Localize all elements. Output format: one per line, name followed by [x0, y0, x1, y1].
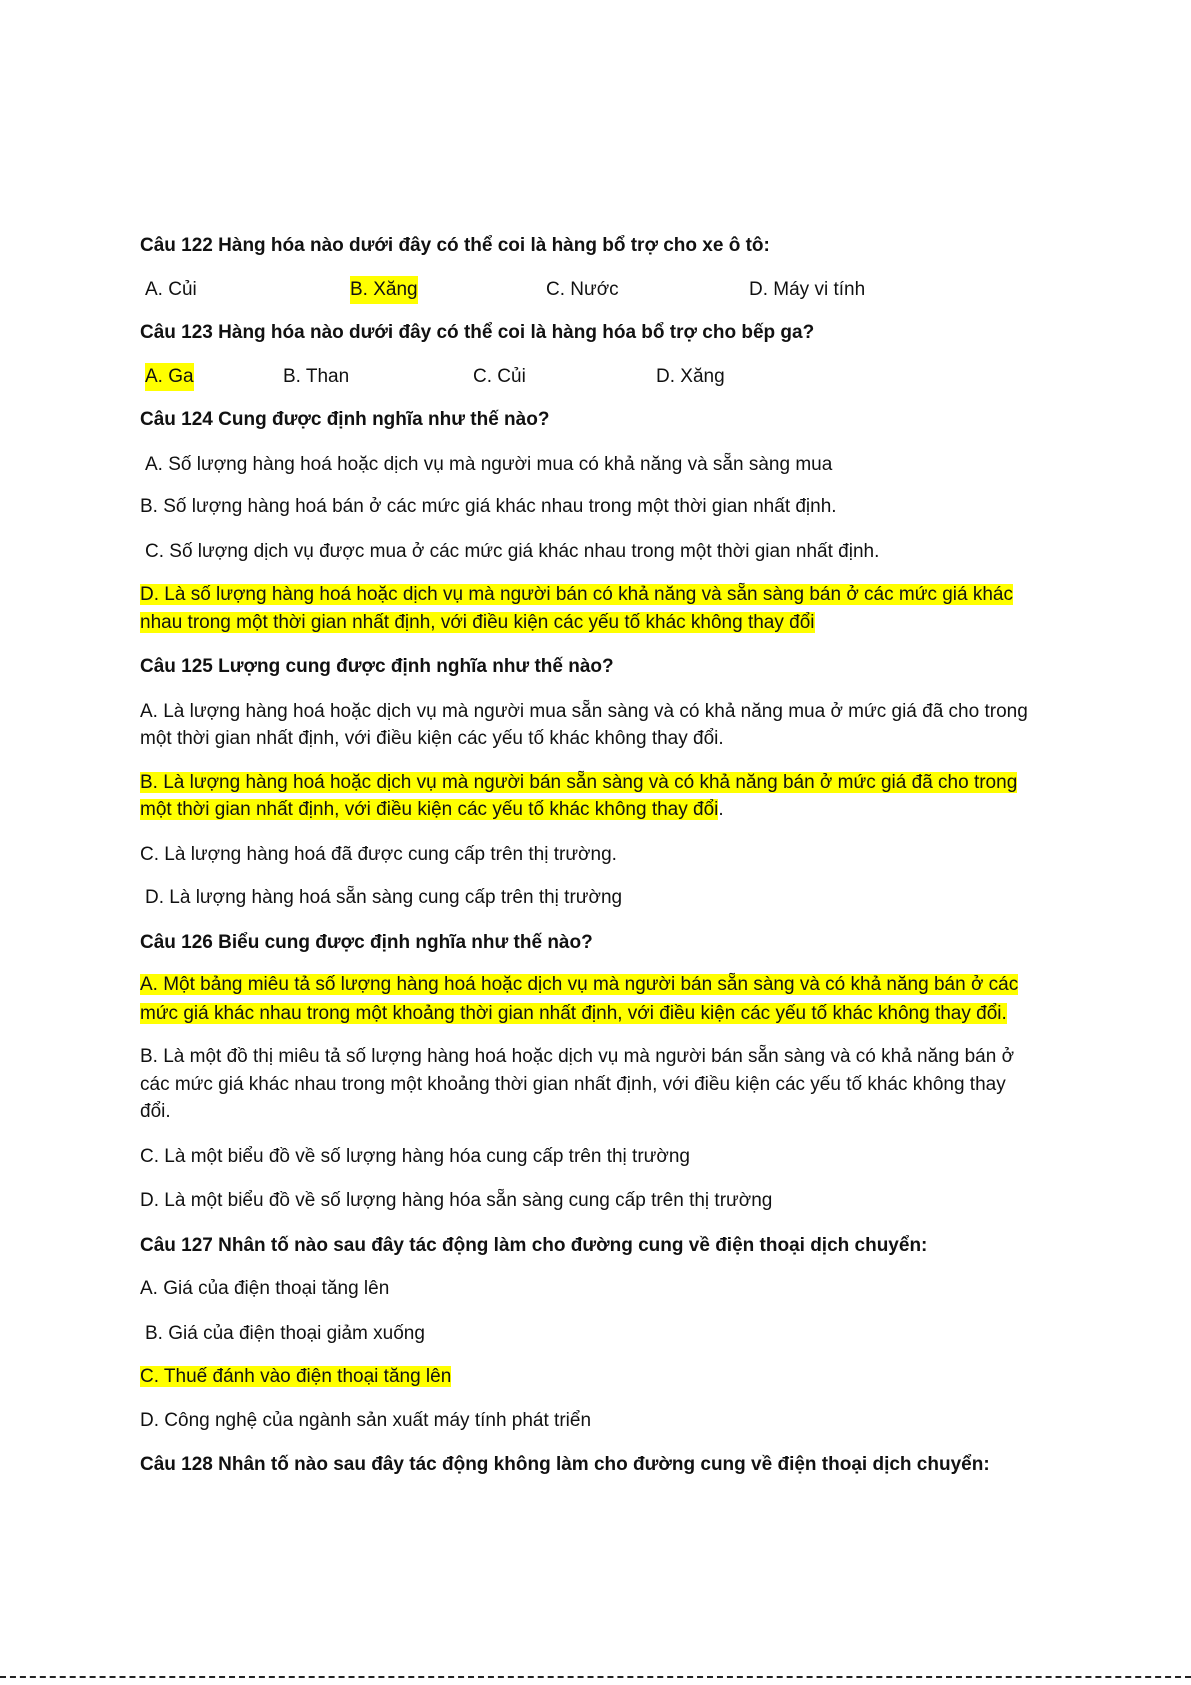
- q123-option-a-answer: A. Ga: [145, 363, 194, 391]
- q124-option-d-answer-line2: [140, 609, 815, 637]
- q122-option-a: A. Củi: [145, 279, 197, 300]
- question-125-title: Câu 125 Lượng cung được định nghĩa như thế nào?: [140, 656, 614, 677]
- q123-option-d: D. Xăng: [656, 366, 725, 387]
- q124-option-a: A. Số lượng hàng hoá hoặc dịch vụ mà người mua có khả năng và sẵn sàng mua: [145, 454, 833, 475]
- q125-option-b-answer-line2: [140, 796, 724, 824]
- q126-option-a-answer-line2: [140, 1000, 1007, 1028]
- q126-option-b-line2: các mức giá khác nhau trong một khoảng thời gian nhất định, với điều kiện các yếu tố khác không thay: [140, 1074, 1006, 1095]
- q127-option-c-text: C. Thuế đánh vào điện thoại tăng lên: [140, 1366, 452, 1387]
- q127-option-a: A. Giá của điện thoại tăng lên: [140, 1278, 390, 1299]
- q126-option-a-line2-text: mức giá khác nhau trong một khoảng thời gian nhất định, với điều kiện các yếu tố khác không thay đổi.: [140, 1003, 1007, 1024]
- q125-option-a-line1: A. Là lượng hàng hoá hoặc dịch vụ mà người mua sẵn sàng và có khả năng mua ở mức giá đã cho trong: [140, 701, 1028, 722]
- q125-option-c: C. Là lượng hàng hoá đã được cung cấp trên thị trường.: [140, 844, 617, 865]
- question-122-title: Câu 122 Hàng hóa nào dưới đây có thể coi là hàng bổ trợ cho xe ô tô:: [140, 235, 770, 256]
- q127-option-c-answer: [140, 1363, 451, 1391]
- q126-option-a-line1-text: A. Một bảng miêu tả số lượng hàng hoá hoặc dịch vụ mà người bán sẵn sàng và có khả năng bán ở các: [140, 974, 1019, 995]
- q124-option-b: B. Số lượng hàng hoá bán ở các mức giá khác nhau trong một thời gian nhất định.: [140, 496, 837, 517]
- q127-option-d: D. Công nghệ của ngành sản xuất máy tính phát triển: [140, 1410, 592, 1431]
- question-126-title: Câu 126 Biểu cung được định nghĩa như thế nào?: [140, 932, 593, 953]
- question-123-title: Câu 123 Hàng hóa nào dưới đây có thể coi là hàng hóa bổ trợ cho bếp ga?: [140, 322, 815, 343]
- q125-option-d: D. Là lượng hàng hoá sẵn sàng cung cấp trên thị trường: [145, 887, 623, 908]
- q124-option-d-answer-line1: [140, 581, 1013, 609]
- q126-option-b-line1: B. Là một đồ thị miêu tả số lượng hàng hoá hoặc dịch vụ mà người bán sẵn sàng và có khả năng bán ở: [140, 1046, 1015, 1067]
- q126-option-a-answer-line1: [140, 971, 1018, 999]
- q126-option-c: C. Là một biểu đồ về số lượng hàng hóa cung cấp trên thị trường: [140, 1146, 690, 1167]
- page-bottom-rule: [0, 1676, 1191, 1678]
- q122-option-b-answer: B. Xăng: [350, 276, 418, 304]
- q125-option-b-tail: .: [718, 799, 724, 820]
- q125-option-b-line1-text: B. Là lượng hàng hoá hoặc dịch vụ mà người bán sẵn sàng và có khả năng bán ở mức giá đã cho trong: [140, 772, 1018, 793]
- q125-option-b-answer-line1: [140, 769, 1017, 797]
- q125-option-a-line2: một thời gian nhất định, với điều kiện các yếu tố khác không thay đổi.: [140, 728, 724, 749]
- q122-option-c: C. Nước: [546, 279, 619, 300]
- q124-option-d-line2-text: nhau trong một thời gian nhất định, với điều kiện các yếu tố khác không thay đổi: [140, 612, 815, 633]
- q126-option-b-line3: đổi.: [140, 1101, 171, 1122]
- q125-option-b-line2-text: một thời gian nhất định, với điều kiện các yếu tố khác không thay đổi: [140, 799, 719, 820]
- question-124-title: Câu 124 Cung được định nghĩa như thế nào?: [140, 409, 550, 430]
- q123-option-b: B. Than: [283, 366, 350, 387]
- q124-option-c: C. Số lượng dịch vụ được mua ở các mức giá khác nhau trong một thời gian nhất định.: [145, 541, 880, 562]
- q127-option-b: B. Giá của điện thoại giảm xuống: [145, 1323, 425, 1344]
- q126-option-d: D. Là một biểu đồ về số lượng hàng hóa sẵn sàng cung cấp trên thị trường: [140, 1190, 773, 1211]
- question-128-title: Câu 128 Nhân tố nào sau đây tác động không làm cho đường cung về điện thoại dịch chuyển:: [140, 1454, 990, 1475]
- question-127-title: Câu 127 Nhân tố nào sau đây tác động làm cho đường cung về điện thoại dịch chuyển:: [140, 1235, 928, 1256]
- q122-option-d: D. Máy vi tính: [749, 279, 866, 300]
- q123-option-c: C. Củi: [473, 366, 526, 387]
- q124-option-d-line1-text: D. Là số lượng hàng hoá hoặc dịch vụ mà người bán có khả năng và sẵn sàng bán ở các mức giá khác: [140, 584, 1013, 605]
